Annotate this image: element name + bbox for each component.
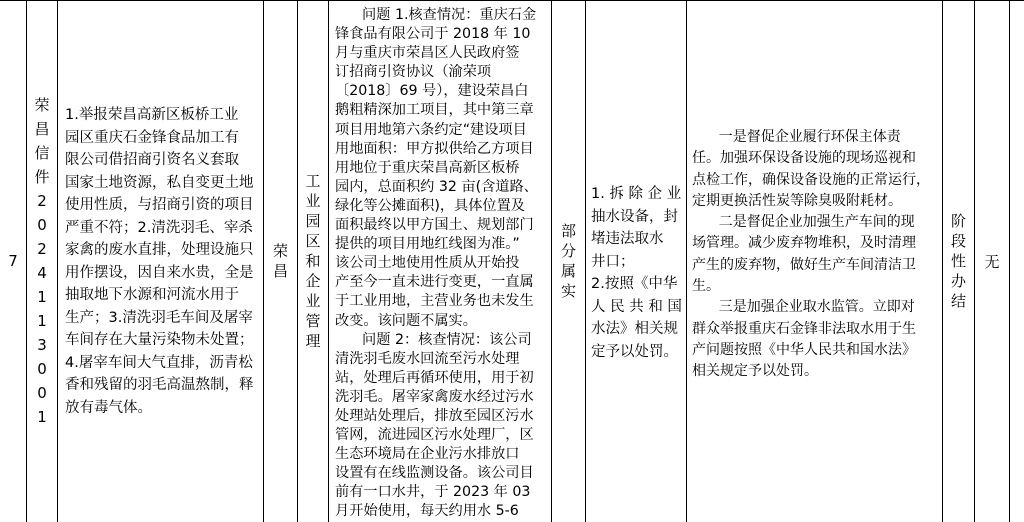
verification-line: 订招商引资协议（渝荣项 [335, 64, 492, 81]
case-id-char: 0 [37, 384, 47, 402]
verification-line: 生态环境局在企业污水排放口 [335, 446, 520, 463]
complaint-content [65, 104, 259, 419]
verification-line: 面积最终以甲方国土、规划部门 [335, 217, 534, 234]
category-char: 理 [305, 332, 321, 350]
complaint-line: 家禽的废水直排，处理设施只 [65, 242, 254, 258]
verification-line: 用地位于重庆荣昌高新区板桥 [335, 159, 520, 176]
handling-status [943, 0, 974, 522]
verification-line: 处理站处理后，排放至园区污水 [335, 407, 534, 424]
category-char: 工 [305, 172, 321, 190]
measures-line: 点检工作，确保设备设施的正常运行， [692, 171, 930, 188]
complaint-line: 限公司借招商引资名义套取 [65, 152, 239, 168]
truth-status-char: 属 [560, 262, 576, 280]
complaint-line: 园区重庆石金锋食品加工有 [65, 129, 239, 146]
complaint-line: 1.举报荣昌高新区板桥工业 [65, 107, 239, 123]
rectification-line: 抽水设备，封 [591, 208, 678, 225]
category-char: 管 [305, 312, 321, 330]
status-cell [943, 0, 975, 522]
complaint-line: 放有毒气体。 [65, 399, 152, 416]
measures-line: 生。 [692, 278, 720, 295]
truth-status [552, 0, 585, 522]
measures-line: 二是督促企业加强生产车间的现 [692, 214, 915, 231]
complaint-line: 抽取地下水源和河流水用于 [65, 287, 239, 303]
case-id-char: 昌 [34, 120, 50, 138]
measures-line: 定期更换活性炭等除臭吸附耗材。 [692, 192, 902, 209]
verification-line: 月开始使用，每天约用水 5-6 [335, 503, 519, 520]
case-id-char: 1 [37, 408, 47, 426]
handling-status-char: 性 [950, 252, 966, 270]
category-char: 业 [305, 192, 321, 210]
verification-line: 项目用地第六条约定“建设项目 [335, 121, 527, 138]
category-char: 企 [305, 272, 321, 290]
rectification-content [591, 183, 685, 363]
verification-line: 洗羽毛。屠宰家禽废水经过污水 [335, 388, 534, 405]
accountability: 无 [984, 252, 1000, 271]
rectification-cell [586, 0, 687, 522]
complaint-line: 4.屠宰车间大气直排，沥青松 [65, 354, 253, 371]
district [264, 0, 297, 522]
truth-cell [552, 0, 586, 522]
truth-status-char: 分 [560, 242, 576, 260]
verification-line: 问题 2：核查情况：该公司 [335, 331, 532, 348]
verification-line: 提供的项目用地红线图为准。” [335, 236, 520, 253]
verification-line: 用地面积：甲方拟供给乙方项目 [335, 140, 534, 157]
row-index: 7 [8, 252, 18, 270]
case-id [27, 0, 57, 522]
category-cell [298, 0, 329, 522]
complaint-cell [58, 0, 264, 522]
district-cell [264, 0, 298, 522]
truth-status-char: 部 [560, 222, 576, 240]
district-char: 昌 [272, 262, 288, 280]
verification-cell [329, 0, 552, 522]
case-id-char: 0 [37, 216, 47, 234]
case-id-char: 1 [37, 312, 47, 330]
case-id-char: 2 [37, 192, 47, 210]
verification-line: 绿化等公摊面积)，具体位置及 [335, 197, 525, 214]
case-id-char: 3 [37, 336, 47, 354]
handling-status-char: 阶 [950, 212, 966, 230]
category-char: 区 [305, 232, 321, 250]
measures-cell [687, 0, 943, 522]
verification-line: 设置有在线监测设备。该公司目 [335, 465, 534, 482]
rectification-line: 人 民 共 和 国 [591, 298, 682, 315]
district-char: 荣 [272, 242, 288, 260]
verification-content [335, 6, 547, 522]
complaint-line: 生产；3.清洗羽毛车间及屠宰 [65, 309, 253, 326]
measures-line: 任。加强环保设备设施的现场巡视和 [692, 150, 916, 167]
truth-status-char: 实 [560, 282, 576, 300]
handling-status-char: 办 [950, 272, 966, 290]
verification-line: 改变。该问题不属实。 [335, 312, 477, 329]
handling-status-char: 段 [950, 232, 966, 250]
verification-line: 锋食品有限公司于 2018 年 10 [335, 26, 531, 43]
category-char: 园 [305, 212, 321, 230]
case-id-char: 2 [37, 240, 47, 258]
case-id-char: 4 [37, 264, 47, 282]
verification-line: 〔2018〕69 号），建设荣昌白 [335, 83, 529, 100]
case-id-cell [27, 0, 58, 522]
verification-line: 管网，流进园区污水处理厂，区 [335, 427, 534, 444]
verification-line: 于工业用地，主营业务也未发生 [335, 293, 534, 310]
case-id-char: 信 [34, 144, 50, 162]
measures-line: 产生的废弃物，做好生产车间清洁卫 [692, 256, 916, 273]
category [298, 0, 328, 522]
rectification-line: 井口； [591, 253, 635, 270]
rectification-line: 水法》相关规 [591, 321, 678, 337]
case-id-char: 1 [37, 288, 47, 306]
complaint-line: 车间存在大量污染物未处置； [65, 332, 254, 348]
verification-line: 问题 1.核查情况：重庆石金 [335, 7, 537, 23]
complaint-line: 用作摆设，因自来水贵，全是 [65, 264, 254, 281]
verification-line: 站，处理后再循环使用，用于初 [335, 369, 534, 386]
verification-line: 鹅粗精深加工项目，其中第三章 [335, 102, 534, 119]
rectification-line: 1. 拆 除 企 业 [591, 186, 682, 202]
verification-line: 该公司土地使用性质从开始投 [335, 255, 520, 272]
verification-line: 园内，总面积约 32 亩(含道路、 [335, 178, 538, 195]
category-char: 和 [305, 252, 321, 270]
measures-line: 一是督促企业履行环保主体责 [692, 129, 901, 145]
verification-line: 产至今一直未进行变更，一直属 [335, 274, 534, 291]
rectification-line: 定予以处罚。 [591, 343, 678, 360]
complaint-line: 国家土地资源，私自变更土地 [65, 174, 254, 191]
rectification-line: 堵违法取水 [591, 231, 664, 247]
case-id-char: 荣 [34, 96, 50, 114]
measures-line: 产问题按照《中华人民共和国水法》 [692, 341, 916, 358]
measures-line: 场管理。减少废弃物堆积，及时清理 [692, 235, 916, 252]
handling-status-char: 结 [950, 292, 966, 310]
measures-line: 三是加强企业取水监管。立即对 [692, 299, 915, 316]
index-cell [0, 0, 27, 522]
measures-line: 群众举报重庆石金锋非法取水用于生 [692, 320, 916, 337]
verification-line: 月与重庆市荣昌区人民政府签 [335, 45, 520, 62]
complaint-line: 使用性质，与招商引资的项目 [65, 197, 254, 213]
verification-line: 清洗羽毛废水回流至污水处理 [335, 350, 520, 367]
verification-line: 前有一口水井，于 2023 年 03 [335, 484, 531, 501]
complaint-line: 严重不符；2.清洗羽毛、宰杀 [65, 219, 253, 236]
category-char: 业 [305, 292, 321, 310]
measures-line: 相关规定予以处罚。 [692, 363, 818, 380]
accountability-cell [975, 0, 1010, 522]
measures-content [692, 127, 940, 383]
complaint-line: 香和残留的羽毛高温熬制，释 [65, 377, 254, 393]
case-id-char: 件 [34, 168, 50, 186]
case-id-char: 0 [37, 360, 47, 378]
rectification-line: 2.按照《中华 [591, 276, 678, 292]
